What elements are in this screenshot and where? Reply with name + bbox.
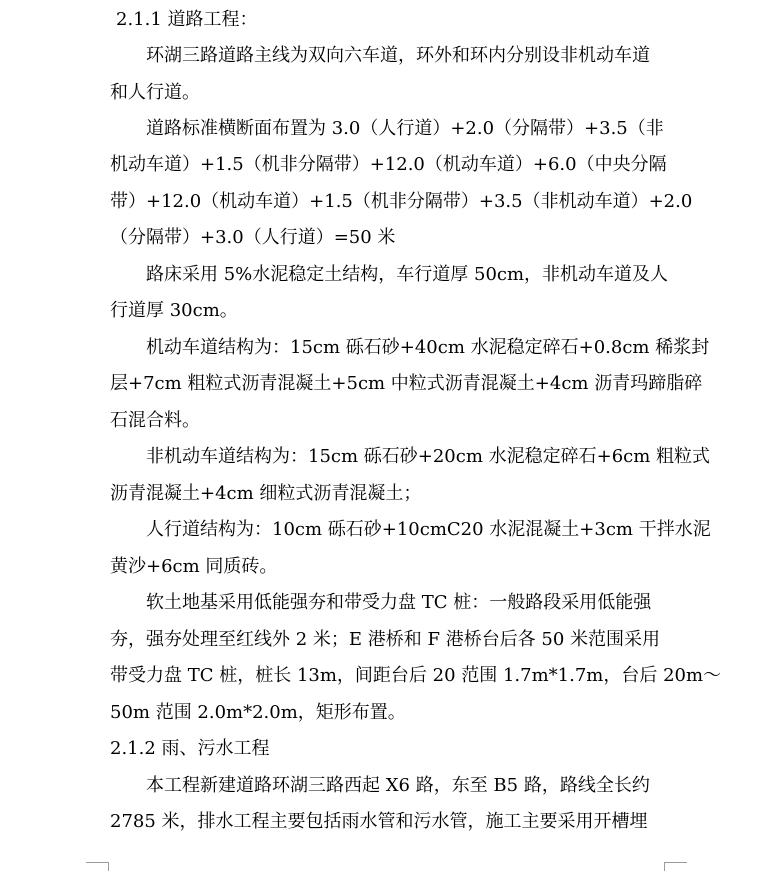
- paragraph-line: 机动车道结构为：15cm 砾石砂+40cm 水泥稳定碎石+0.8cm 稀浆封: [146, 337, 710, 358]
- paragraph-line: 道路标准横断面布置为 3.0（人行道）+2.0（分隔带）+3.5（非: [146, 118, 664, 139]
- paragraph-line: 2785 米，排水工程主要包括雨水管和污水管，施工主要采用开槽埋: [110, 811, 648, 832]
- paragraph-line: 机动车道）+1.5（机非分隔带）+12.0（机动车道）+6.0（中央分隔: [110, 154, 667, 175]
- section-heading-2-1-2: 2.1.2 雨、污水工程: [110, 738, 270, 759]
- paragraph-line: 路床采用 5%水泥稳定土结构，车行道厚 50cm，非机动车道及人: [146, 264, 669, 285]
- paragraph-line: 本工程新建道路环湖三路西起 X6 路，东至 B5 路，路线全长约: [146, 775, 650, 796]
- paragraph-line: 软土地基采用低能强夯和带受力盘 TC 桩：一般路段采用低能强: [146, 592, 652, 613]
- paragraph-line: 非机动车道结构为：15cm 砾石砂+20cm 水泥稳定碎石+6cm 粗粒式: [146, 446, 711, 467]
- paragraph-line: 人行道结构为：10cm 砾石砂+10cmC20 水泥混凝土+3cm 干拌水泥: [146, 519, 711, 540]
- paragraph-line: 和人行道。: [110, 82, 200, 103]
- paragraph-line: 黄沙+6cm 同质砖。: [110, 556, 278, 577]
- paragraph-line: 沥青混凝土+4cm 细粒式沥青混凝土；: [110, 483, 422, 504]
- paragraph-line: 石混合料。: [110, 410, 200, 431]
- paragraph-line: 带受力盘 TC 桩，桩长 13m，间距台后 20 范围 1.7m*1.7m，台后 20m～: [110, 665, 722, 686]
- paragraph-line: 夯，强夯处理至红线外 2 米；E 港桥和 F 港桥台后各 50 米范围采用: [110, 629, 661, 650]
- paragraph-line: 行道厚 30cm。: [110, 300, 238, 321]
- paragraph-line: 层+7cm 粗粒式沥青混凝土+5cm 中粒式沥青混凝土+4cm 沥青玛蹄脂碎: [110, 373, 703, 394]
- paragraph-line: （分隔带）+3.0（人行道）=50 米: [110, 227, 396, 248]
- page-corner-mark-right: [664, 862, 687, 871]
- paragraph-line: 带）+12.0（机动车道）+1.5（机非分隔带）+3.5（非机动车道）+2.0: [110, 191, 693, 212]
- paragraph-line: 50m 范围 2.0m*2.0m，矩形布置。: [110, 702, 406, 723]
- page-corner-mark-left: [86, 862, 109, 871]
- paragraph-line: 环湖三路道路主线为双向六车道，环外和环内分别设非机动车道: [146, 45, 650, 66]
- section-heading-2-1-1: 2.1.1 道路工程：: [116, 9, 258, 30]
